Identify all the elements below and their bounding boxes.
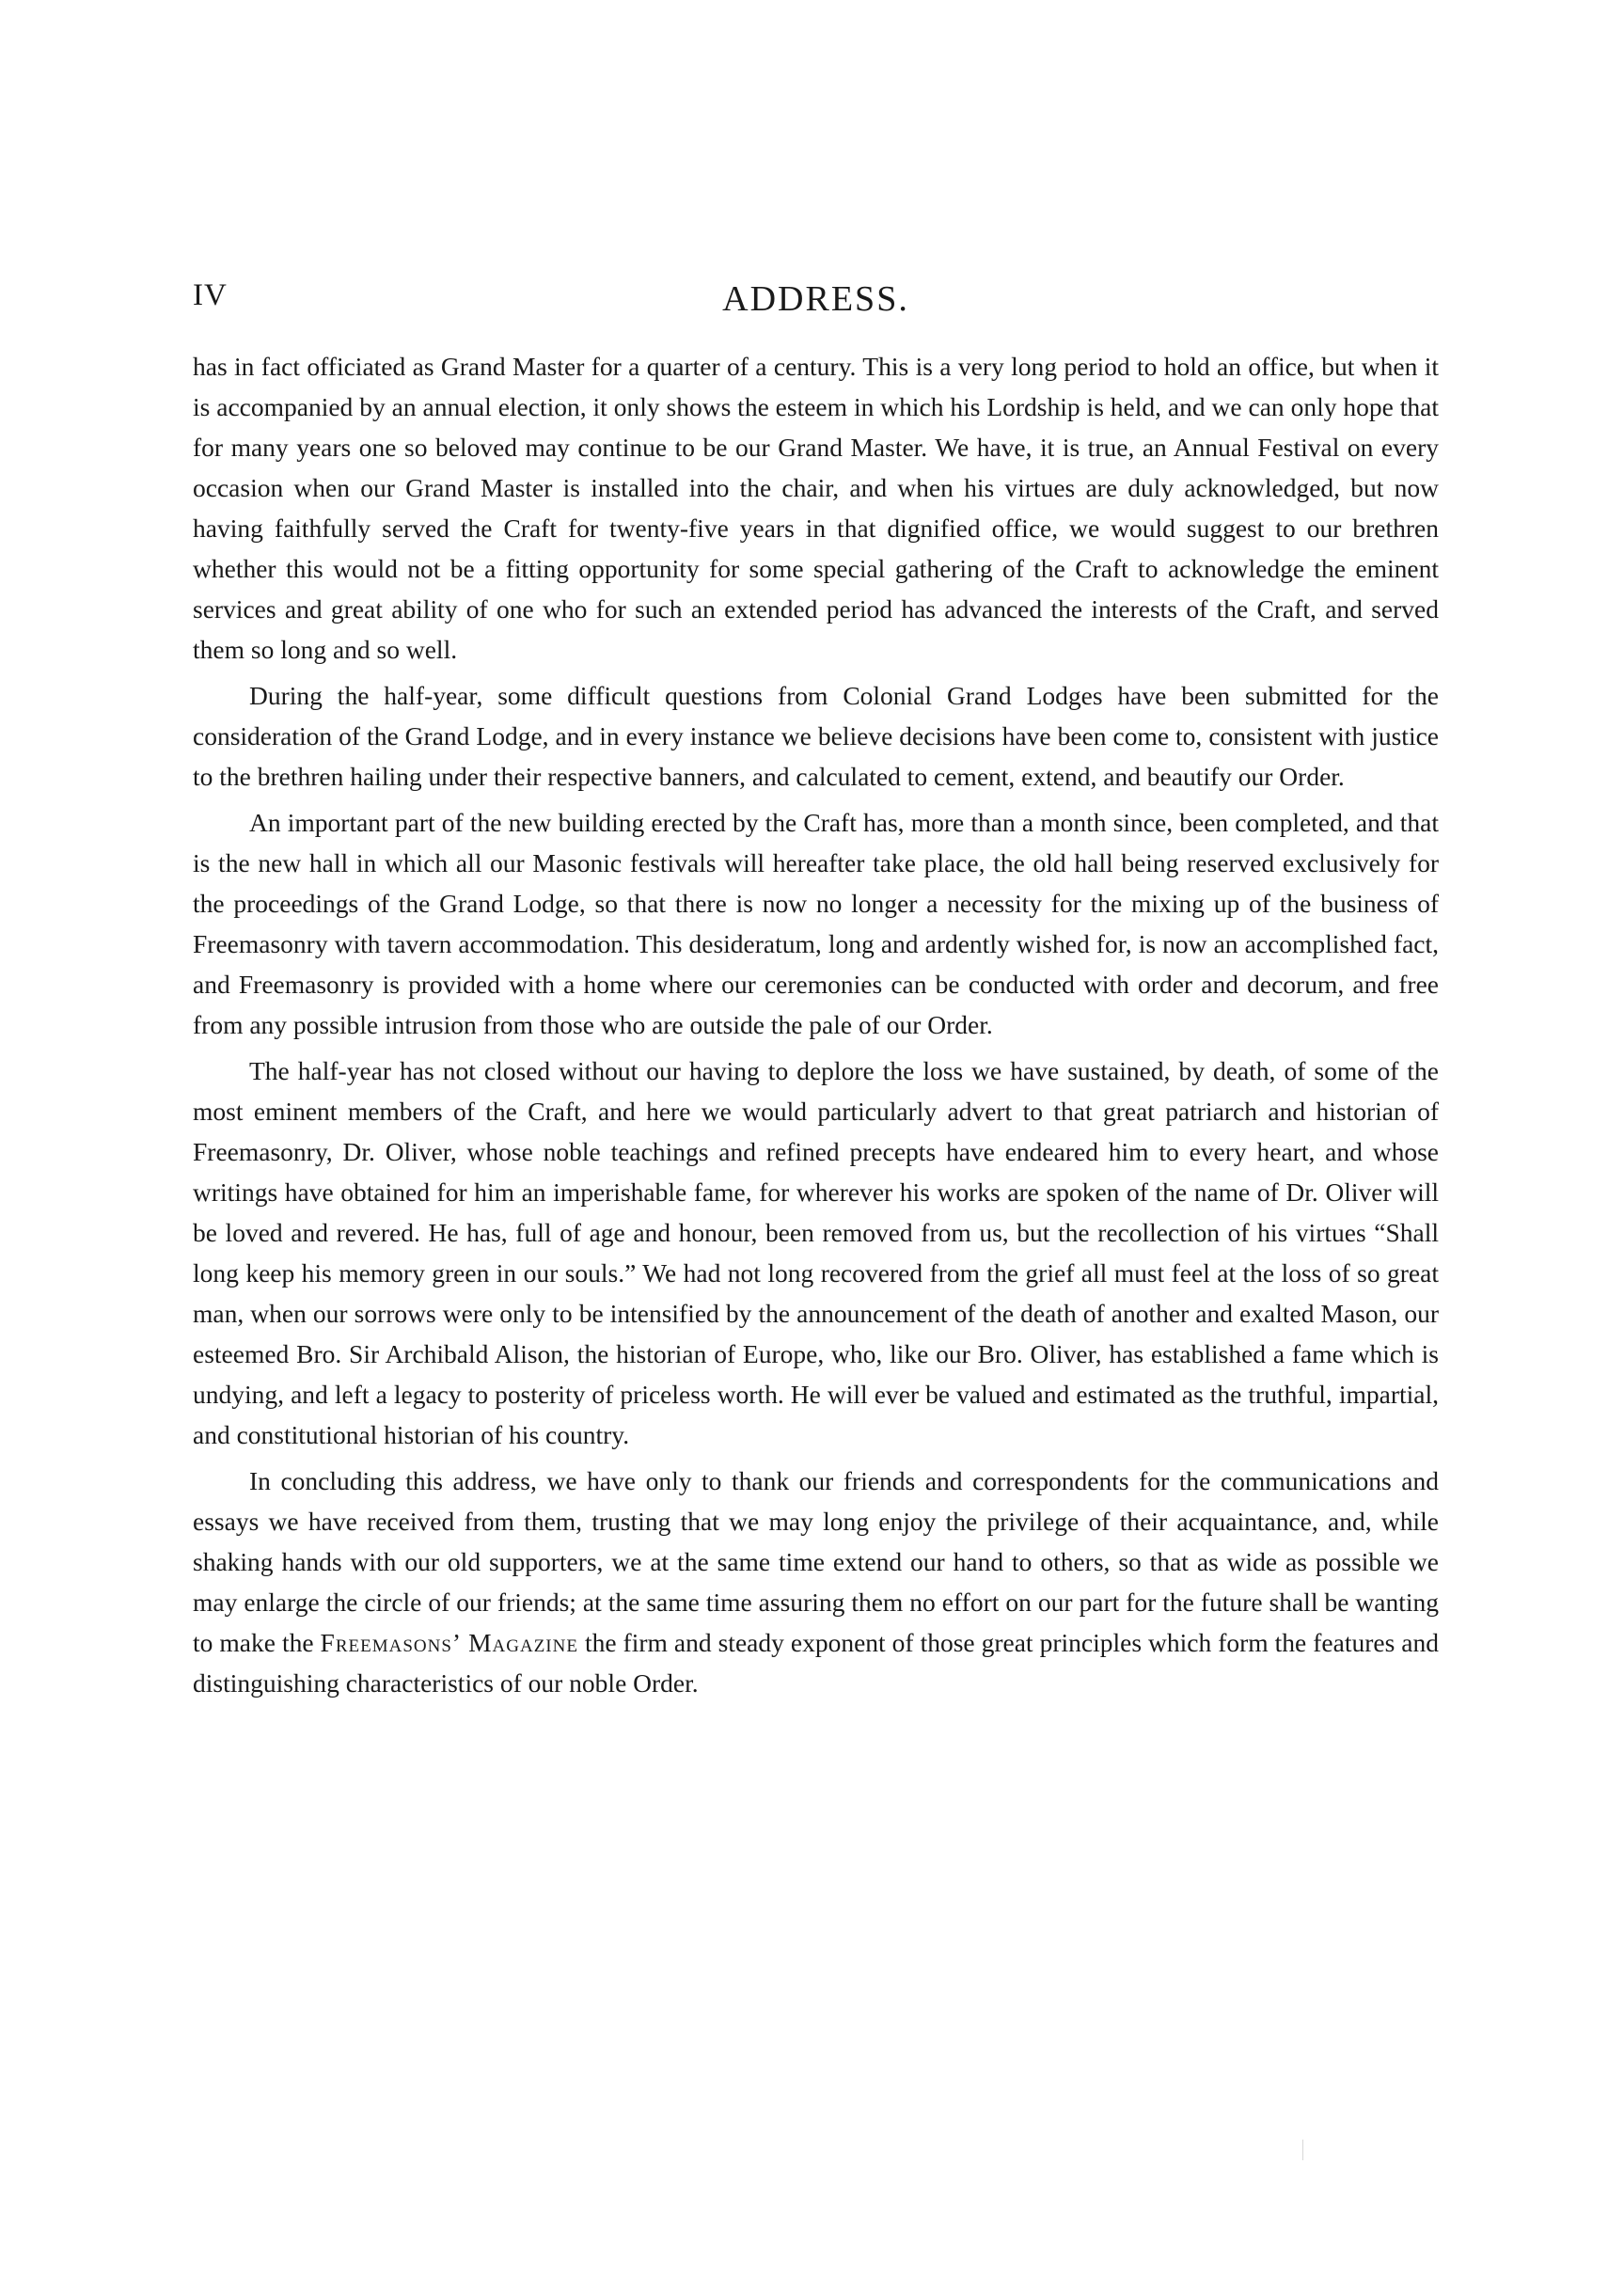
scan-mark: [1302, 2140, 1303, 2160]
magazine-name-part-2: Magazine: [468, 1628, 578, 1657]
paragraph-grand-master: has in fact officiated as Grand Master for a quarter of a century. This is a very long period to hold an office, but when it is accompanied by an annual election, it only shows the esteem in which his Lordship is held, and we can only hope that for many years one so beloved may continue to be our Grand Master. We have, it is true, an Annual Festival on every occasion when our Grand Master is installed into the chair, and when his virtues are duly acknowledged, but now having faithfully served the Craft for twenty-five years in that dignified office, we would suggest to our brethren whether this would not be a fitting opportunity for some special gathering of the Craft to acknowledge the eminent services and great ability of one who for such an extended period has advanced the interests of the Craft, and served them so long and so well.: [193, 352, 1439, 664]
conclusion-text-end: the firm and steady exponent of those great principles which form the features and distinguishing characteristics of our noble Order.: [193, 1628, 1439, 1698]
paragraph-colonial-lodges: During the half-year, some difficult questions from Colonial Grand Lodges have been submitted for the consideration of the Grand Lodge, and in every instance we believe decisions have been come to, consistent with justice to the brethren hailing under their respective banners, and calculated to cement, extend, and beautify our Order.: [193, 681, 1439, 791]
page-number: IV: [193, 278, 228, 312]
conclusion-text-start: In concluding this address, we have only to thank our friends and correspondents for the communications and essays we have received from them, trusting that we may long enjoy the privilege of their acquaintance, and, while shaking hands with our old supporters, we at the same time extend our hand to others, so that as wide as possible we may enlarge the circle of our friends; at the same time assuring them no effort on our part for the future shall be wanting to make the: [193, 1466, 1439, 1657]
page-title: ADDRESS.: [722, 279, 909, 319]
magazine-name-part-1: Freemasons’: [320, 1628, 463, 1657]
paragraph-conclusion: [193, 1461, 1439, 1703]
paragraph-new-hall: An important part of the new building erected by the Craft has, more than a month since, been completed, and that is the new hall in which all our Masonic festivals will hereafter take place, the old hall being reserved exclusively for the proceedings of the Grand Lodge, so that there is now no longer a necessity for the mixing up of the business of Freemasonry with tavern accommodation. This desideratum, long and ardently wished for, is now an accomplished fact, and Freemasonry is provided with a home where our ceremonies can be conducted with order and decorum, and free from any possible intrusion from those who are outside the pale of our Order.: [193, 808, 1439, 1039]
body-text: [193, 346, 1439, 1703]
running-head: [193, 278, 1439, 325]
paragraph-obituaries: The half-year has not closed without our having to deplore the loss we have sustained, by death, of some of the most eminent members of the Craft, and here we would particularly advert to that great patriarch and historian of Freemasonry, Dr. Oliver, whose noble teachings and refined precepts have endeared him to every heart, and whose writings have obtained for him an imperishable fame, for wherever his works are spoken of the name of Dr. Oliver will be loved and revered. He has, full of age and honour, been removed from us, but the recollection of his virtues “Shall long keep his memory green in our souls.” We had not long recovered from the grief all must feel at the loss of so great man, when our sorrows were only to be intensified by the announcement of the death of another and exalted Mason, our esteemed Bro. Sir Archibald Alison, the historian of Europe, who, like our Bro. Oliver, has established a fame which is undying, and left a legacy to posterity of priceless worth. He will ever be valued and estimated as the truthful, impartial, and constitutional historian of his country.: [193, 1056, 1439, 1449]
